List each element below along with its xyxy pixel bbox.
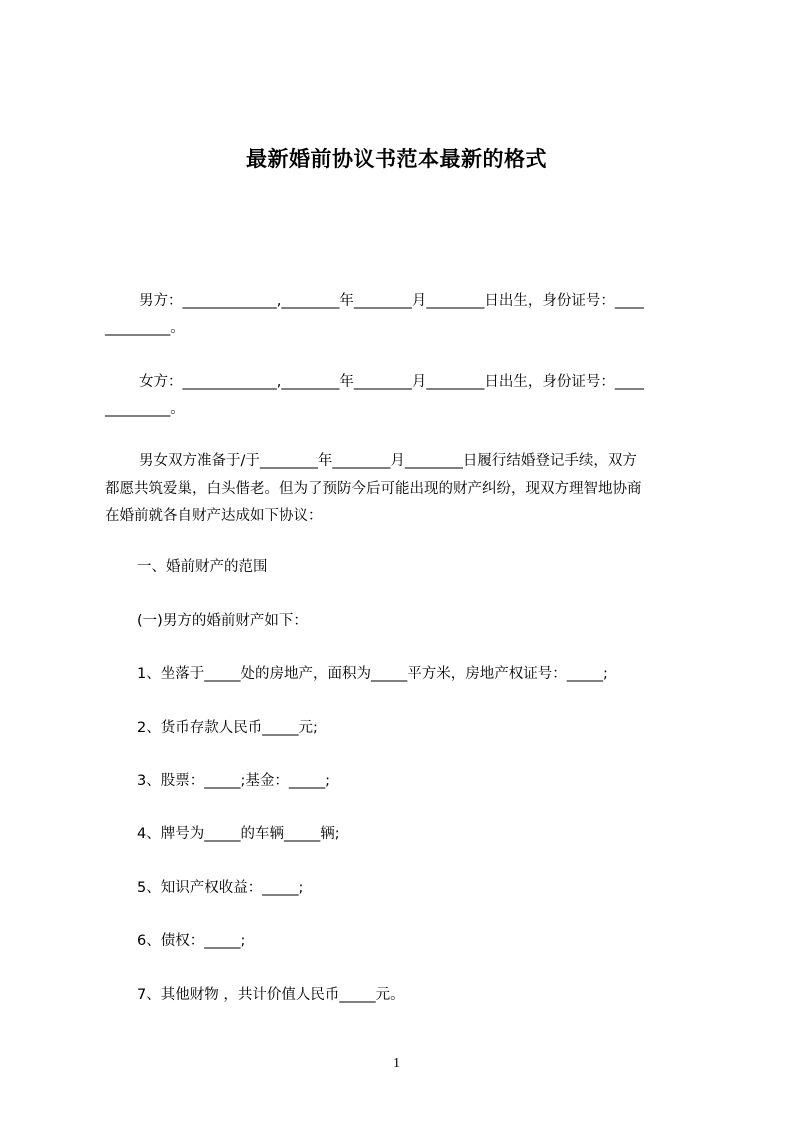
page-number: 1 <box>393 1056 400 1071</box>
section-heading: 一、婚前财产的范围 <box>137 559 268 575</box>
list-item: 2、货币存款人民币_____元; <box>137 720 318 736</box>
intro-paragraph-line-2: 都愿共筑爱巢，白头偕老。但为了预防今后可能出现的财产纠纷，现双方理智地协商 <box>105 481 642 497</box>
female-party-line-1: 女方：_____________,________年________月________日出生，身份证号：____ <box>139 374 644 390</box>
intro-paragraph-line-1: 男女双方准备于/于________年________月________日履行结婚登记手续，双方 <box>139 453 637 469</box>
intro-paragraph-line-3: 在婚前就各自财产达成如下协议： <box>105 508 323 524</box>
list-item: 4、牌号为_____的车辆_____辆; <box>137 826 340 842</box>
list-item: 6、债权：_____; <box>137 933 246 949</box>
list-item: 1、坐落于_____处的房地产，面积为_____平方米，房地产权证号：_____; <box>137 666 608 682</box>
male-party-line-2: _________。 <box>105 320 185 336</box>
female-party-line-2: _________。 <box>105 401 185 417</box>
male-party-line-1: 男方：_____________,________年________月________日出生，身份证号：____ <box>139 293 644 309</box>
list-item: 7、其他财物 ，共计价值人民币_____元。 <box>137 987 405 1003</box>
list-item: 5、知识产权收益：_____; <box>137 880 304 896</box>
subsection-heading: (一)男方的婚前财产如下： <box>137 613 308 629</box>
list-item: 3、股票：_____;基金：_____; <box>137 773 330 789</box>
document-title: 最新婚前协议书范本最新的格式 <box>246 147 547 171</box>
